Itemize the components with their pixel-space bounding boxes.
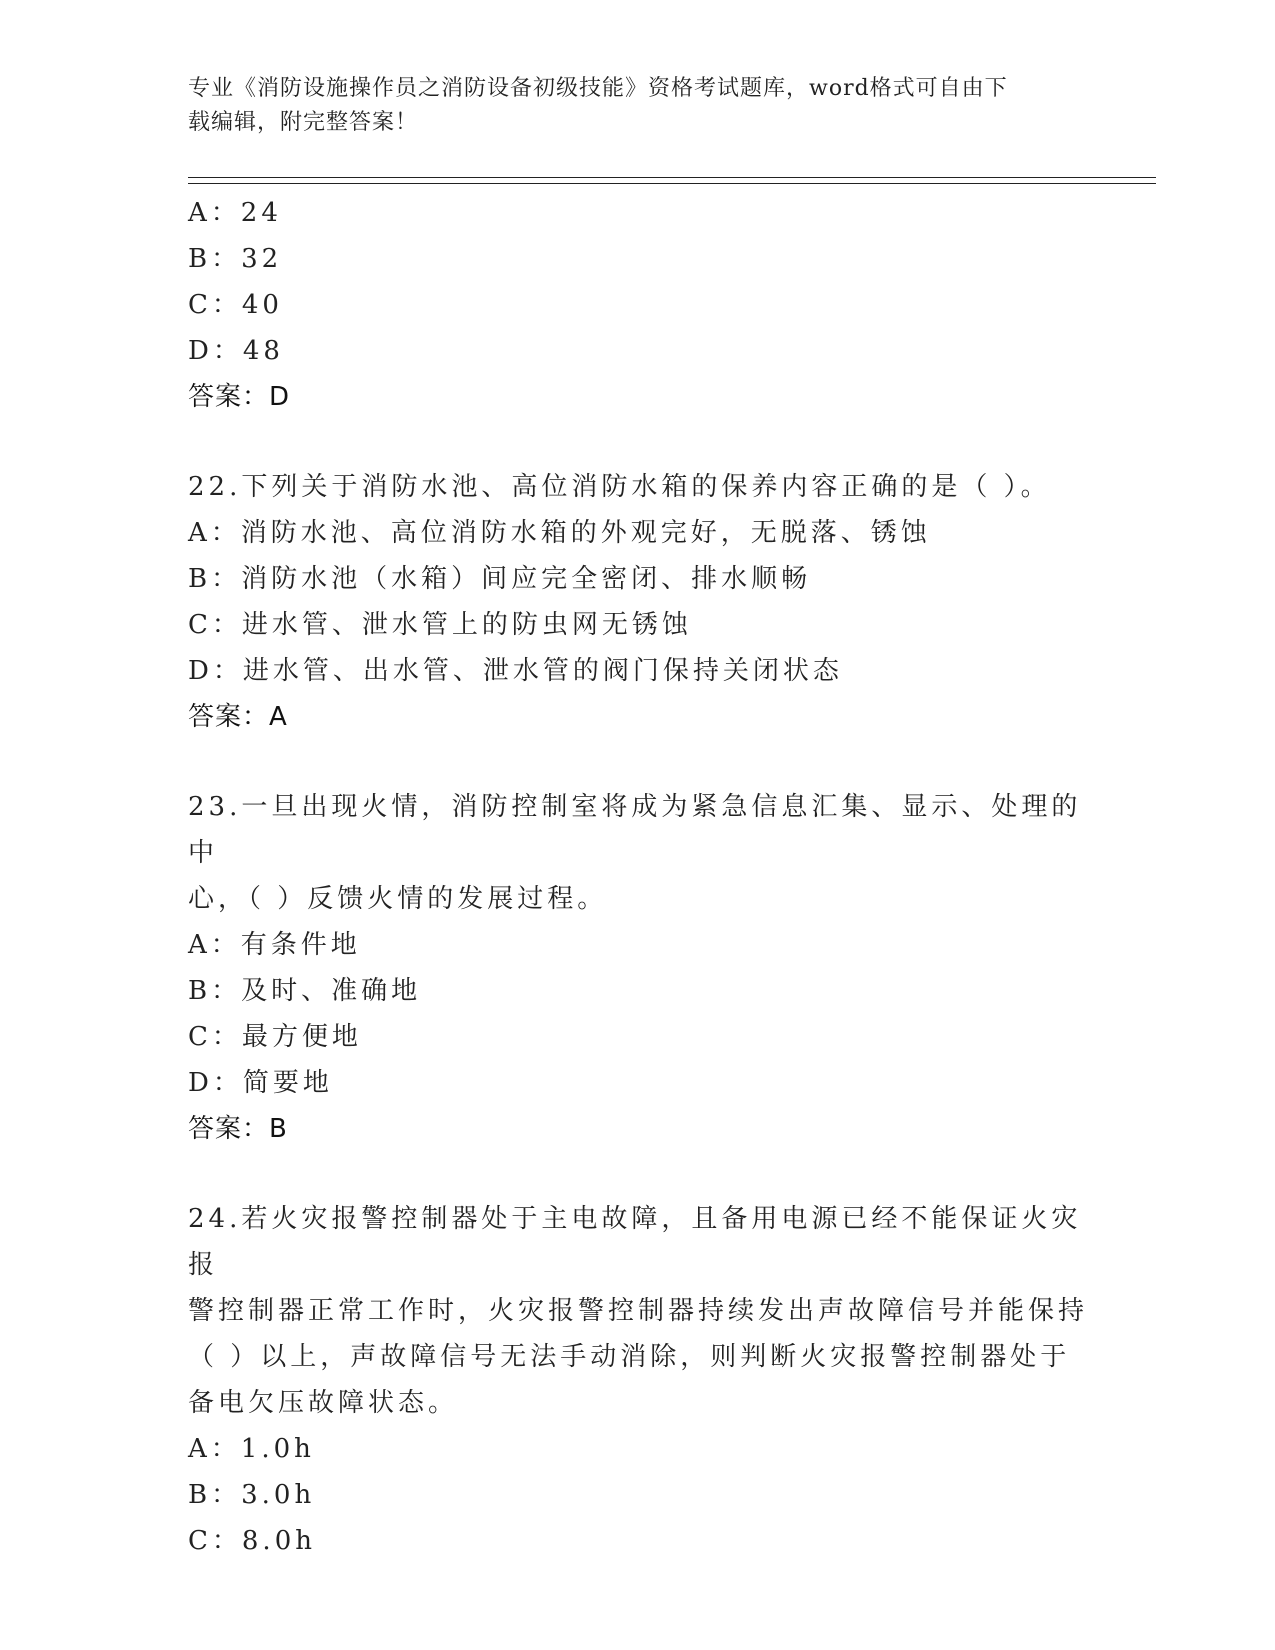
question-22 (188, 464, 1088, 740)
spacer (188, 420, 1088, 464)
question-stem-line-2: 心，（ ）反馈火情的发展过程。 (188, 884, 608, 914)
option-c: C：进水管、泄水管上的防虫网无锈蚀 (188, 610, 692, 640)
header-line-1: 专业《消防设施操作员之消防设备初级技能》资格考试题库，word格式可自由下 (188, 76, 1008, 101)
question-21 (188, 190, 1088, 420)
question-list (188, 190, 1088, 1564)
spacer (188, 740, 1088, 784)
header-divider-bottom (188, 183, 1156, 184)
question-stem: 22.下列关于消防水池、高位消防水箱的保养内容正确的是（ ）。 (188, 472, 1051, 502)
option-b: B：32 (188, 244, 283, 274)
answer-line: 答案：A (188, 702, 288, 732)
answer-line: 答案：D (188, 382, 291, 412)
spacer (188, 1152, 1088, 1196)
document-header (188, 72, 1068, 140)
option-c: C：最方便地 (188, 1022, 362, 1052)
option-a: A：1.0h (188, 1434, 315, 1464)
option-b: B：及时、准确地 (188, 976, 422, 1006)
header-divider-top (188, 177, 1156, 178)
question-stem-line-1: 23.一旦出现火情，消防控制室将成为紧急信息汇集、显示、处理的中 (188, 792, 1082, 868)
option-d: D：进水管、出水管、泄水管的阀门保持关闭状态 (188, 656, 843, 686)
option-c: C：8.0h (188, 1526, 316, 1556)
option-a: A：24 (188, 198, 282, 228)
option-a: A：消防水池、高位消防水箱的外观完好，无脱落、锈蚀 (188, 518, 931, 548)
option-b: B：消防水池（水箱）间应完全密闭、排水顺畅 (188, 564, 812, 594)
question-stem-line-3: （ ）以上，声故障信号无法手动消除，则判断火灾报警控制器处于 (188, 1342, 1071, 1372)
option-a: A：有条件地 (188, 930, 361, 960)
option-c: C：40 (188, 290, 283, 320)
option-d: D：简要地 (188, 1068, 333, 1098)
question-stem-line-1: 24.若火灾报警控制器处于主电故障，且备用电源已经不能保证火灾报 (188, 1204, 1082, 1280)
question-stem-line-2: 警控制器正常工作时，火灾报警控制器持续发出声故障信号并能保持 (188, 1296, 1089, 1326)
question-24 (188, 1196, 1088, 1564)
option-b: B：3.0h (188, 1480, 316, 1510)
question-23 (188, 784, 1088, 1152)
option-d: D：48 (188, 336, 284, 366)
question-stem-line-4: 备电欠压故障状态。 (188, 1388, 459, 1418)
answer-line: 答案：B (188, 1114, 288, 1144)
header-line-2: 载编辑，附完整答案！ (188, 110, 419, 135)
